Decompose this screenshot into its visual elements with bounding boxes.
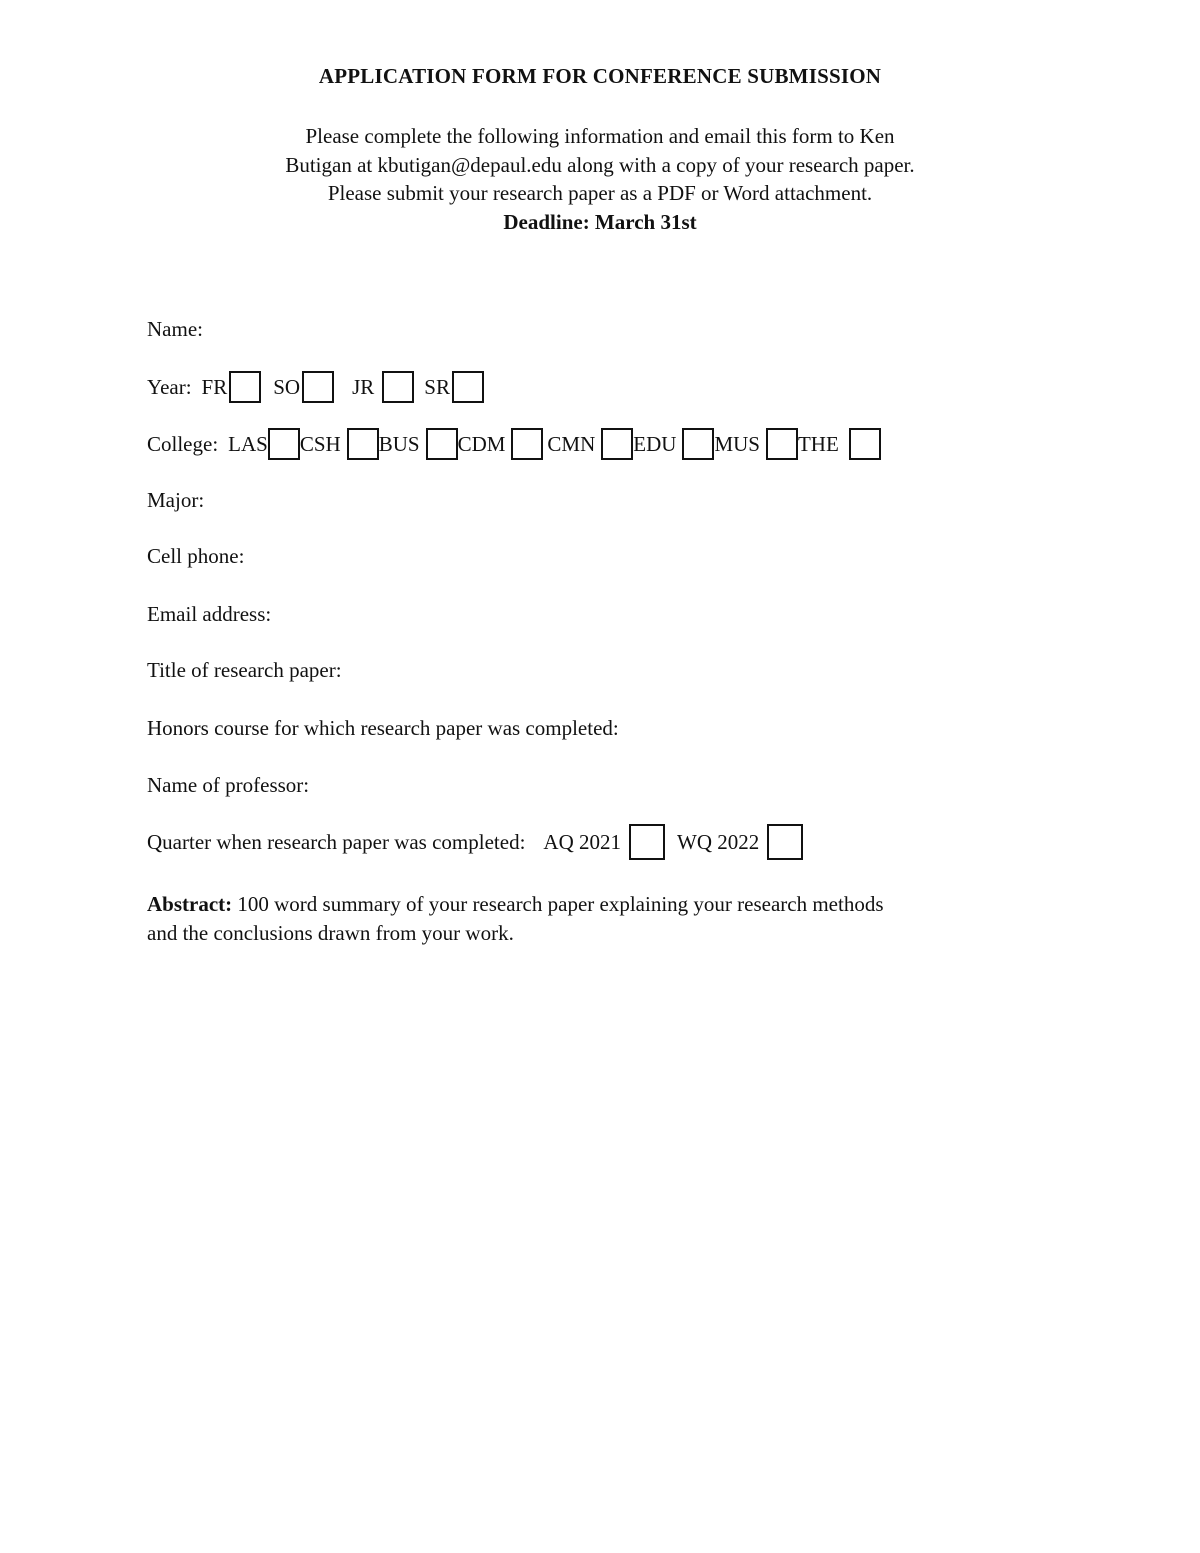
name-field: Name: [147, 317, 203, 341]
year-option-so-label: SO [273, 374, 301, 399]
year-label: Year: [147, 374, 192, 399]
quarter-aq-checkbox[interactable] [629, 824, 665, 860]
form-title: APPLICATION FORM FOR CONFERENCE SUBMISSION [318, 64, 882, 88]
intro-line-3: Please submit your research paper as a PDF or Word attachment. [327, 181, 873, 205]
abstract-paragraph [147, 890, 907, 947]
college-option-the-label: THE [797, 431, 839, 456]
abstract-text: 100 word summary of your research paper explaining your research methods and the conclusions drawn from your work. [147, 892, 884, 945]
cell-phone-field: Cell phone: [147, 544, 245, 568]
year-row [147, 367, 484, 407]
intro-line-2: Butigan at kbutigan@depaul.edu along with a copy of your research paper. [285, 152, 915, 177]
paper-title-field: Title of research paper: [147, 658, 342, 682]
quarter-option-wq-label: WQ 2022 [677, 829, 760, 854]
college-cdm-checkbox[interactable] [511, 428, 543, 460]
year-jr-checkbox[interactable] [382, 371, 414, 403]
college-row [147, 424, 881, 464]
quarter-option-aq-label: AQ 2021 [543, 829, 621, 854]
year-option-sr-label: SR [424, 374, 450, 399]
year-fr-checkbox[interactable] [229, 371, 261, 403]
college-edu-checkbox[interactable] [682, 428, 714, 460]
deadline: Deadline: March 31st [503, 209, 697, 234]
year-option-jr-label: JR [352, 374, 375, 399]
college-csh-checkbox[interactable] [347, 428, 379, 460]
abstract-heading: Abstract: [147, 892, 233, 916]
intro-paragraph [0, 122, 1200, 236]
college-label: College: [147, 431, 219, 456]
email-field: Email address: [147, 602, 272, 626]
year-sr-checkbox[interactable] [452, 371, 484, 403]
college-bus-checkbox[interactable] [426, 428, 458, 460]
college-the-checkbox[interactable] [849, 428, 881, 460]
year-so-checkbox[interactable] [302, 371, 334, 403]
quarter-wq-checkbox[interactable] [767, 824, 803, 860]
college-option-mus-label: MUS [714, 431, 760, 456]
honors-course-field: Honors course for which research paper was completed: [147, 716, 619, 740]
quarter-row [147, 822, 803, 862]
quarter-label: Quarter when research paper was completed: [147, 829, 526, 854]
major-field: Major: [147, 488, 205, 512]
college-option-bus-label: BUS [378, 431, 420, 456]
intro-line-1: Please complete the following information and email this form to Ken [305, 124, 895, 148]
college-mus-checkbox[interactable] [766, 428, 798, 460]
college-option-las-label: LAS [228, 431, 268, 456]
college-option-edu-label: EDU [633, 431, 677, 456]
college-option-cdm-label: CDM [457, 431, 506, 456]
professor-field: Name of professor: [147, 773, 310, 797]
college-cmn-checkbox[interactable] [601, 428, 633, 460]
college-option-csh-label: CSH [299, 431, 341, 456]
college-las-checkbox[interactable] [268, 428, 300, 460]
year-option-fr-label: FR [201, 374, 228, 399]
college-option-cmn-label: CMN [547, 431, 596, 456]
